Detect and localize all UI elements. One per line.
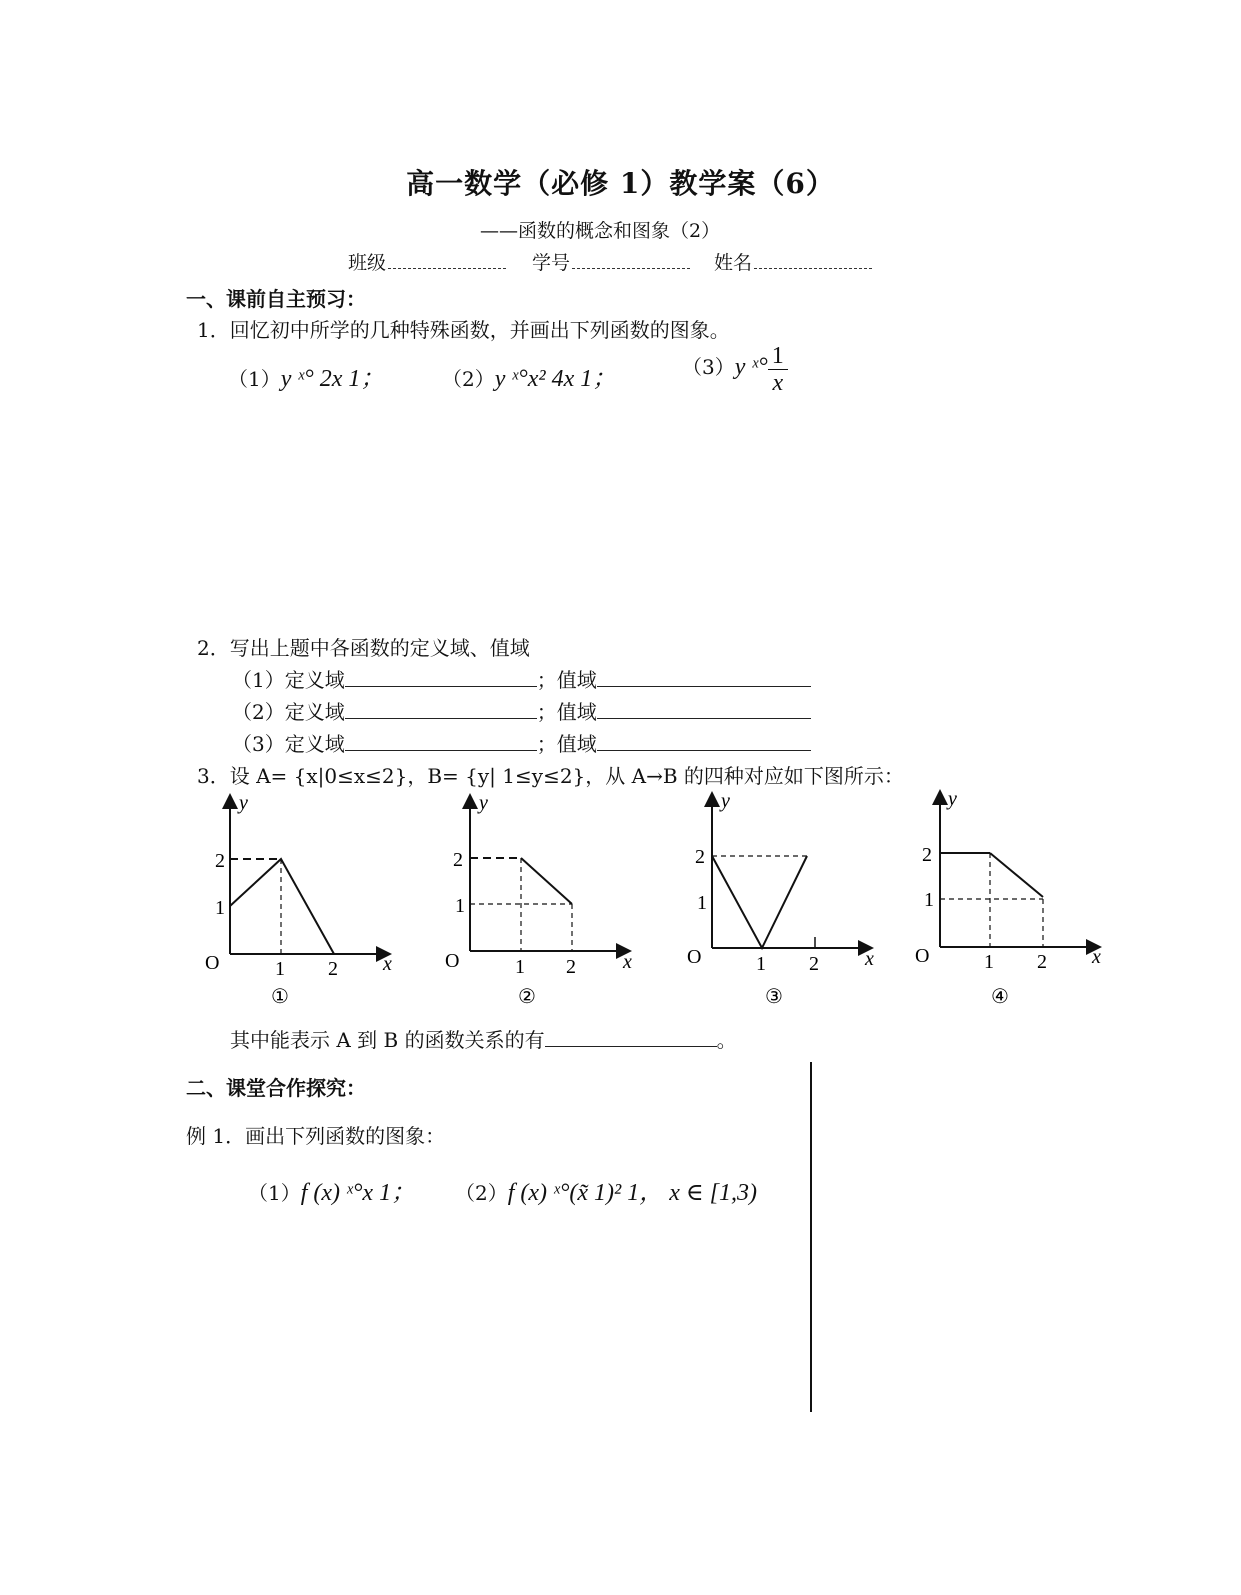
q3-answer — [230, 1024, 737, 1053]
e2-expr: f (x) ˣ°(x̃ 1)² 1， x ∈ [1,3) — [507, 1180, 757, 1206]
q1-formula-2 — [442, 358, 616, 393]
q2-domain-label: 定义域 — [284, 732, 345, 756]
q2-row-3 — [232, 728, 811, 757]
q2-row-num: （2） — [232, 700, 285, 724]
e1-expr: f (x) ˣ°x 1； — [300, 1180, 416, 1206]
class-blank[interactable] — [388, 254, 506, 269]
q2-domain-label: 定义域 — [284, 700, 345, 724]
q2-range-label: 值域 — [556, 668, 597, 692]
tick-1: 1 — [984, 951, 994, 973]
number-field — [532, 248, 690, 275]
example1-formula-1 — [248, 1172, 415, 1207]
q3-answer-blank[interactable] — [545, 1028, 717, 1047]
tick-2: 2 — [922, 844, 932, 866]
q1-f3-fraction — [768, 343, 788, 396]
graph-curve — [712, 856, 807, 948]
e2-num: （2） — [455, 1181, 508, 1205]
q2-domain-blank[interactable] — [345, 668, 537, 687]
page-subtitle: ——函数的概念和图象（2） — [480, 220, 721, 242]
q1-f1-expr: y ˣ° 2x 1； — [280, 366, 385, 392]
q3-answer-text: 其中能表示 A 到 B 的函数关系的有 — [230, 1028, 545, 1052]
graph-2 — [435, 785, 655, 1015]
tick-1: 1 — [924, 889, 934, 911]
q1-text: 1．回忆初中所学的几种特殊函数，并画出下列函数的图象。 — [197, 318, 730, 342]
tick-1: 1 — [756, 953, 766, 975]
x-label: x — [623, 951, 632, 973]
name-blank[interactable] — [754, 254, 872, 269]
q1-f3-num: （3） — [682, 355, 735, 379]
q1-formula-1 — [228, 358, 384, 393]
example1-text: 例 1．画出下列函数的图象： — [186, 1124, 446, 1148]
q1-f2-num: （2） — [442, 367, 495, 391]
tick-2: 2 — [453, 849, 463, 871]
y-label: y — [948, 788, 957, 810]
q2-row-num: （3） — [232, 732, 285, 756]
q2-range-label: 值域 — [556, 700, 597, 724]
graph-curve — [230, 859, 334, 954]
x-label: x — [1092, 946, 1101, 968]
graph-1 — [195, 785, 415, 1015]
y-label: y — [721, 790, 730, 812]
q2-domain-blank[interactable] — [345, 700, 537, 719]
graph-4 — [900, 785, 1120, 1015]
q3-answer-end: 。 — [716, 1028, 737, 1052]
q2-sep: ； — [536, 732, 557, 756]
x-label: x — [383, 953, 392, 975]
q1-formula-3 — [682, 343, 788, 396]
graph-label: ② — [518, 986, 536, 1008]
tick-2: 2 — [1037, 951, 1047, 973]
x-label: x — [865, 948, 874, 970]
q1-f3-denominator: x — [772, 370, 784, 396]
tick-1: 1 — [697, 892, 707, 914]
q3-text: 3．设 A= {x|0≤x≤2}，B= {y| 1≤y≤2}，从 A→B 的四种对应如下图所示： — [197, 764, 904, 788]
number-label: 学号 — [532, 252, 571, 274]
name-field — [714, 248, 872, 275]
y-label: y — [239, 792, 248, 814]
q1-f3-lhs: y ˣ° — [734, 354, 768, 380]
y-label: y — [479, 792, 488, 814]
tick-1: 1 — [515, 956, 525, 978]
q2-range-blank[interactable] — [597, 668, 811, 687]
graph-curve — [990, 853, 1043, 897]
q1-f3-numerator: 1 — [768, 343, 788, 370]
tick-2: 2 — [566, 956, 576, 978]
graph-label: ④ — [991, 986, 1009, 1008]
graph-label: ① — [271, 986, 289, 1008]
tick-2: 2 — [809, 953, 819, 975]
number-blank[interactable] — [572, 254, 690, 269]
q2-text: 2．写出上题中各函数的定义域、值域 — [197, 636, 530, 660]
page-title: 高一数学（必修 1）教学案（6） — [406, 167, 835, 200]
origin-label: O — [445, 950, 460, 972]
origin-label: O — [205, 952, 220, 974]
e1-num: （1） — [248, 1181, 301, 1205]
q1-f1-num: （1） — [228, 367, 281, 391]
q2-range-blank[interactable] — [597, 732, 811, 751]
origin-label: O — [687, 946, 702, 968]
section1-heading: 一、课前自主预习： — [186, 287, 366, 311]
q2-range-blank[interactable] — [597, 700, 811, 719]
q2-domain-label: 定义域 — [284, 668, 345, 692]
origin-label: O — [915, 945, 930, 967]
tick-2: 2 — [215, 850, 225, 872]
vertical-divider — [810, 1062, 812, 1412]
tick-1: 1 — [215, 897, 225, 919]
class-label: 班级 — [348, 252, 387, 274]
q2-row-2 — [232, 696, 811, 725]
graph-3 — [677, 785, 897, 1015]
graph-curve — [521, 858, 572, 904]
tick-2: 2 — [328, 958, 338, 980]
tick-1: 1 — [455, 895, 465, 917]
tick-1: 1 — [275, 958, 285, 980]
q2-range-label: 值域 — [556, 732, 597, 756]
example1-formula-2 — [455, 1172, 757, 1207]
q2-sep: ； — [536, 668, 557, 692]
q2-row-1 — [232, 664, 811, 693]
q2-domain-blank[interactable] — [345, 732, 537, 751]
graph-label: ③ — [765, 986, 783, 1008]
name-label: 姓名 — [714, 252, 753, 274]
section2-heading: 二、课堂合作探究： — [186, 1076, 366, 1100]
class-field — [348, 248, 506, 275]
tick-2: 2 — [695, 846, 705, 868]
q2-row-num: （1） — [232, 668, 285, 692]
q2-sep: ； — [536, 700, 557, 724]
q1-f2-expr: y ˣ°x² 4x 1； — [494, 366, 617, 392]
